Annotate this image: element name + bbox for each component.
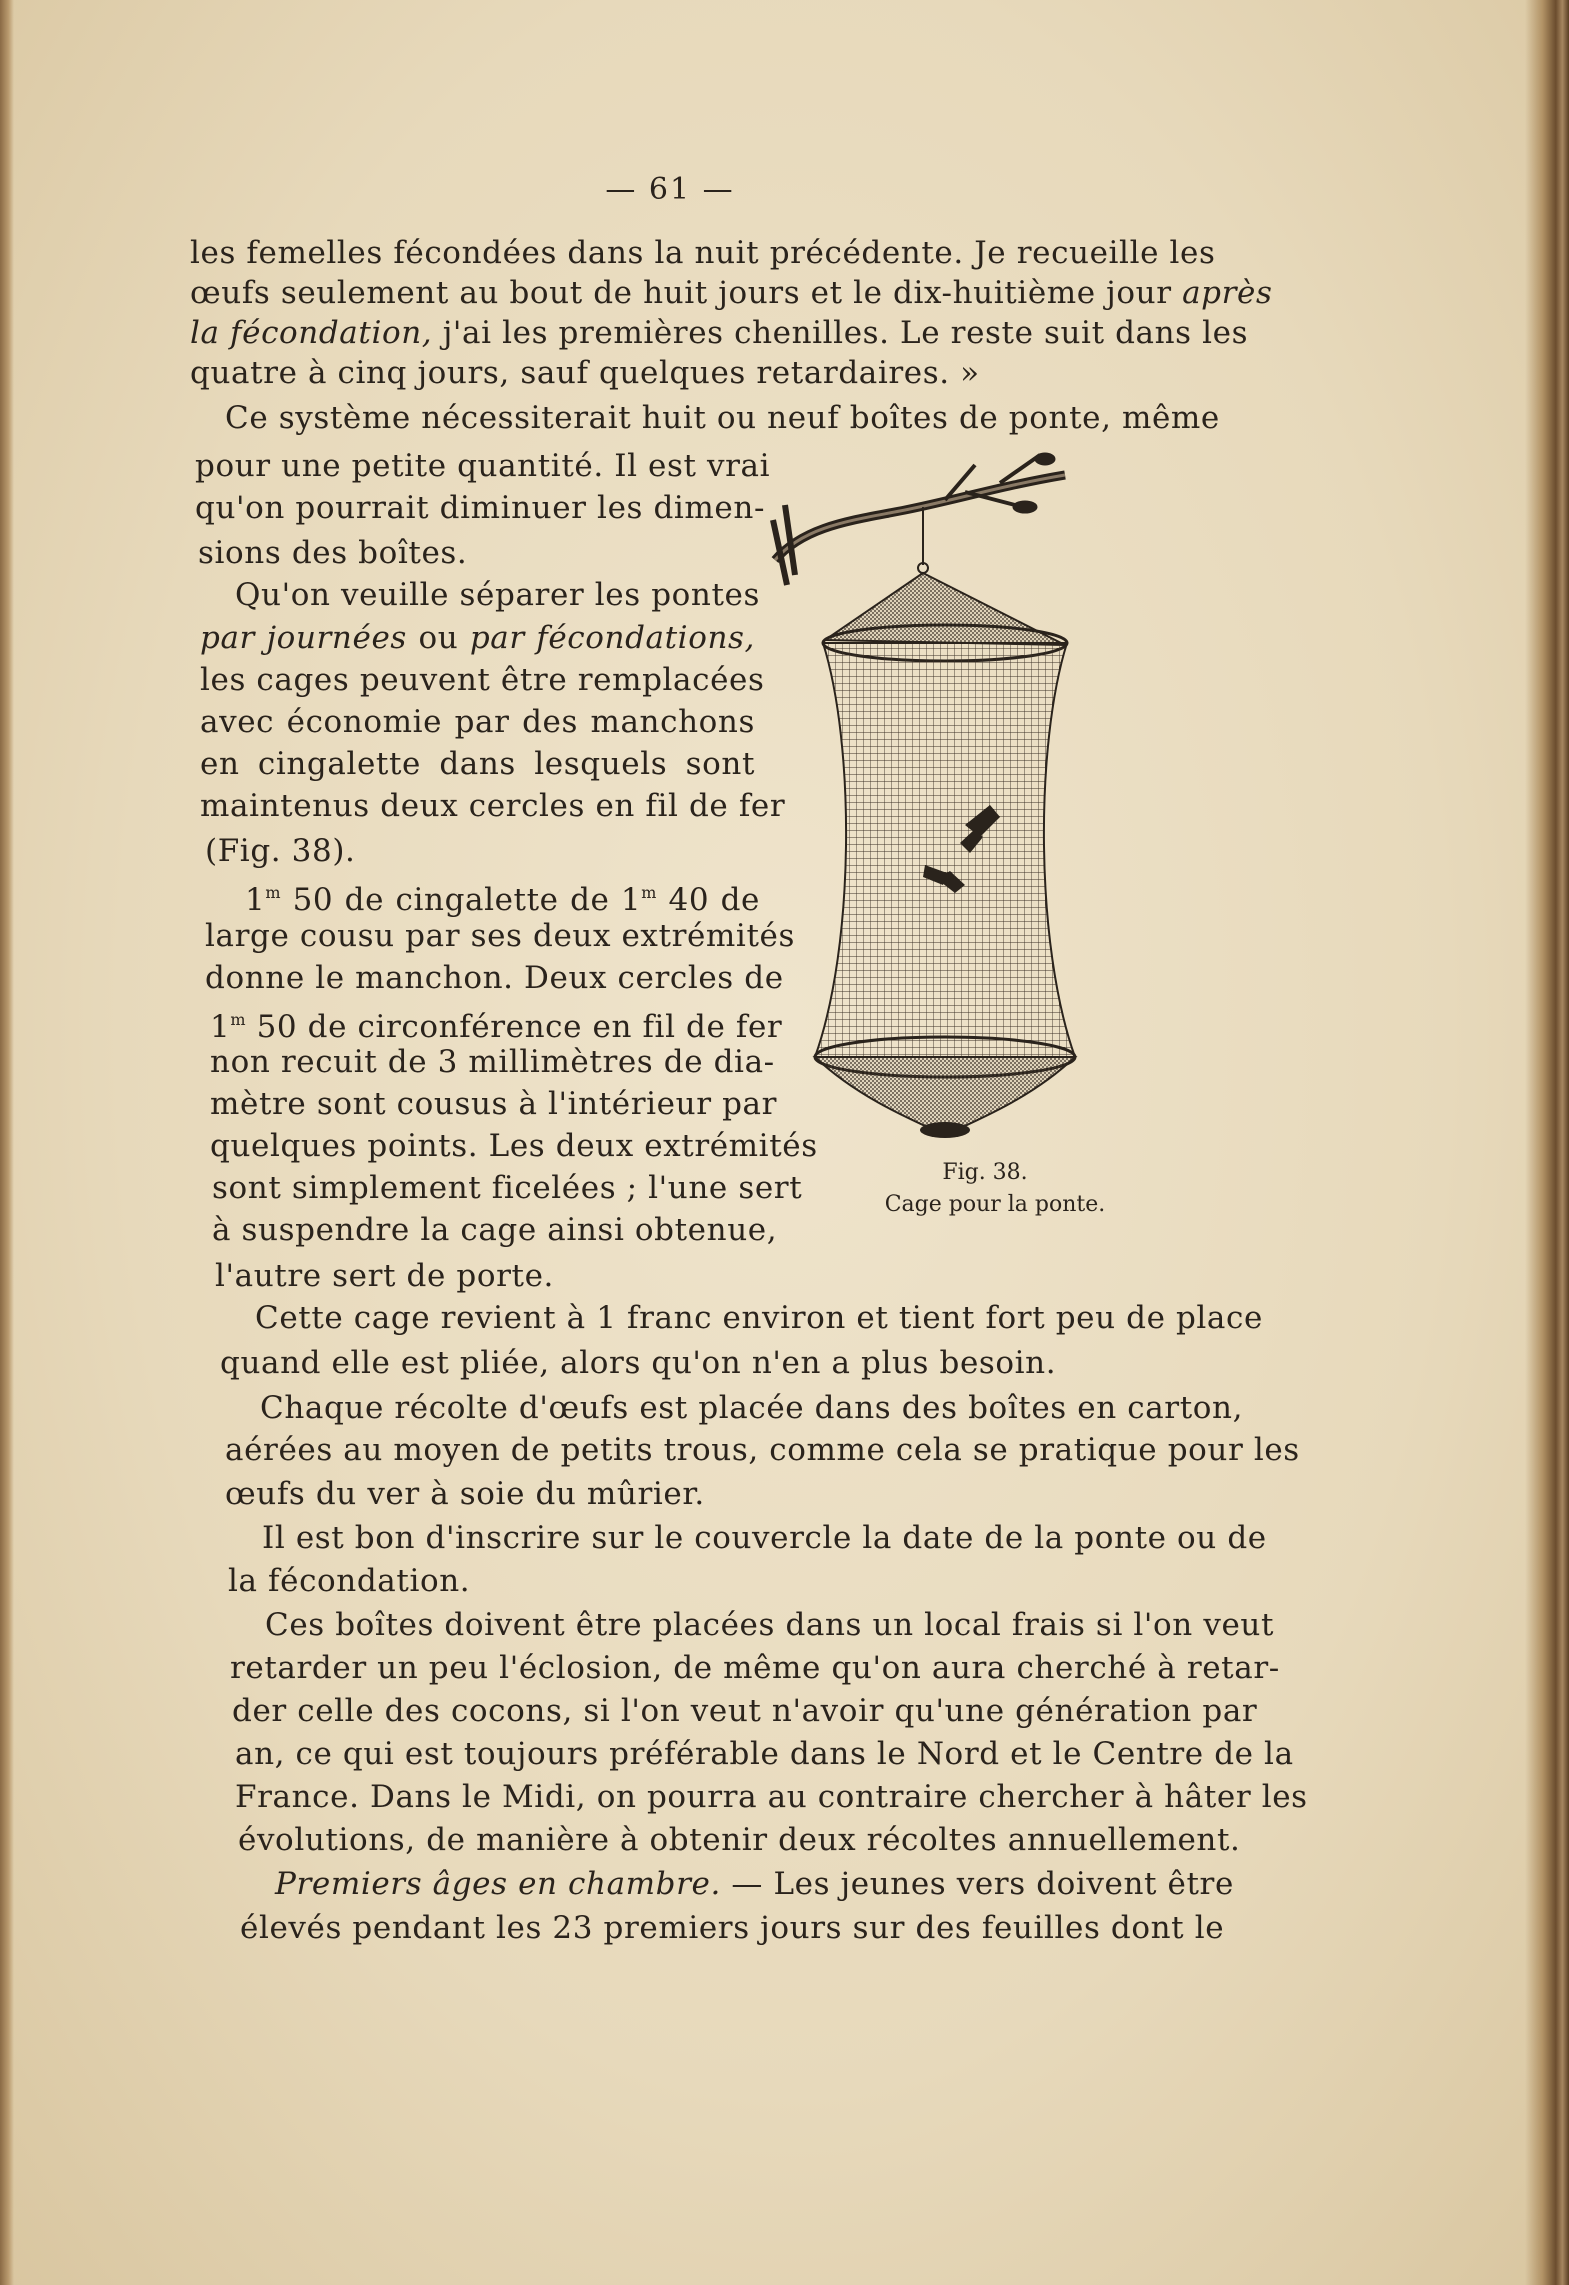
cage-illustration (765, 445, 1125, 1145)
text-line: quelques points. Les deux extrémités (210, 1128, 818, 1164)
page-edge-right (1525, 0, 1569, 2285)
text-line: quand elle est pliée, alors qu'on n'en a plus besoin. (220, 1345, 1057, 1381)
figure-number: Fig. 38. (942, 1160, 1028, 1185)
text-line: France. Dans le Midi, on pourra au contraire chercher à hâter les (235, 1779, 1308, 1815)
cage-top (825, 573, 1065, 645)
text-line: aérées au moyen de petits trous, comme cela se pratique pour les (225, 1432, 1300, 1468)
text-line: Chaque récolte d'œufs est placée dans des boîtes en carton, (260, 1390, 1244, 1426)
text-line: pour une petite quantité. Il est vrai (195, 448, 771, 484)
text-line: avec économie par des manchons (200, 704, 755, 740)
text-line: œufs du ver à soie du mûrier. (225, 1476, 705, 1512)
text-line: non recuit de 3 millimètres de dia- (210, 1044, 775, 1080)
text-line: évolutions, de manière à obtenir deux récoltes annuellement. (238, 1822, 1241, 1858)
text-line: sont simplement ficelées ; l'une sert (212, 1170, 803, 1206)
text-line: la fécondation. (228, 1563, 471, 1599)
text-line: 1$^m$ 50 de cingalette de 1$^m$ 40 de (245, 882, 760, 918)
text-line: large cousu par ses deux extrémités (205, 918, 795, 954)
text-line: mètre sont cousus à l'intérieur par (210, 1086, 778, 1122)
text-line: (Fig. 38). (205, 833, 356, 869)
text-line: œufs seulement au bout de huit jours et le dix-huitième jour après (190, 275, 1273, 311)
text-line: 1$^m$ 50 de circonférence en fil de fer (210, 1009, 783, 1045)
text-line: retarder un peu l'éclosion, de même qu'on aura cherché à retar- (230, 1650, 1280, 1686)
text-line: quatre à cinq jours, sauf quelques retardaires. » (190, 355, 980, 391)
text-line: la fécondation, j'ai les premières chenilles. Le reste suit dans les (190, 315, 1249, 351)
text-line: Il est bon d'inscrire sur le couvercle la date de la ponte ou de (262, 1520, 1267, 1556)
text-line: an, ce qui est toujours préférable dans le Nord et le Centre de la (235, 1736, 1294, 1772)
text-line: sions des boîtes. (198, 535, 468, 571)
text-line: Ces boîtes doivent être placées dans un local frais si l'on veut (265, 1607, 1275, 1643)
text-line: les cages peuvent être remplacées (200, 662, 765, 698)
text-line: en cingalette dans lesquels sont (200, 746, 755, 782)
text-line: maintenus deux cercles en fil de fer (200, 788, 786, 824)
cage-body (815, 643, 1075, 1057)
text-line: Qu'on veuille séparer les pontes (235, 577, 760, 613)
page-number: — 61 — (605, 172, 735, 207)
text-line: l'autre sert de porte. (215, 1258, 554, 1294)
text-line: der celle des cocons, si l'on veut n'avoir qu'une génération par (232, 1693, 1258, 1729)
text-line: donne le manchon. Deux cercles de (205, 960, 784, 996)
text-line: Cette cage revient à 1 franc environ et tient fort peu de place (255, 1300, 1263, 1336)
figure-caption: Cage pour la ponte. (884, 1192, 1106, 1217)
text-line: Ce système nécessiterait huit ou neuf boîtes de ponte, même (225, 400, 1220, 436)
text-line: élevés pendant les 23 premiers jours sur des feuilles dont le (240, 1910, 1225, 1946)
text-line: par journées ou par fécondations, (200, 620, 755, 656)
text-line: les femelles fécondées dans la nuit précédente. Je recueille les (190, 235, 1216, 271)
text-line: Premiers âges en chambre. — Les jeunes vers doivent être (275, 1866, 1234, 1902)
page-gutter-left (0, 0, 14, 2285)
text-line: à suspendre la cage ainsi obtenue, (212, 1212, 778, 1248)
text-line: qu'on pourrait diminuer les dimen- (195, 490, 766, 526)
